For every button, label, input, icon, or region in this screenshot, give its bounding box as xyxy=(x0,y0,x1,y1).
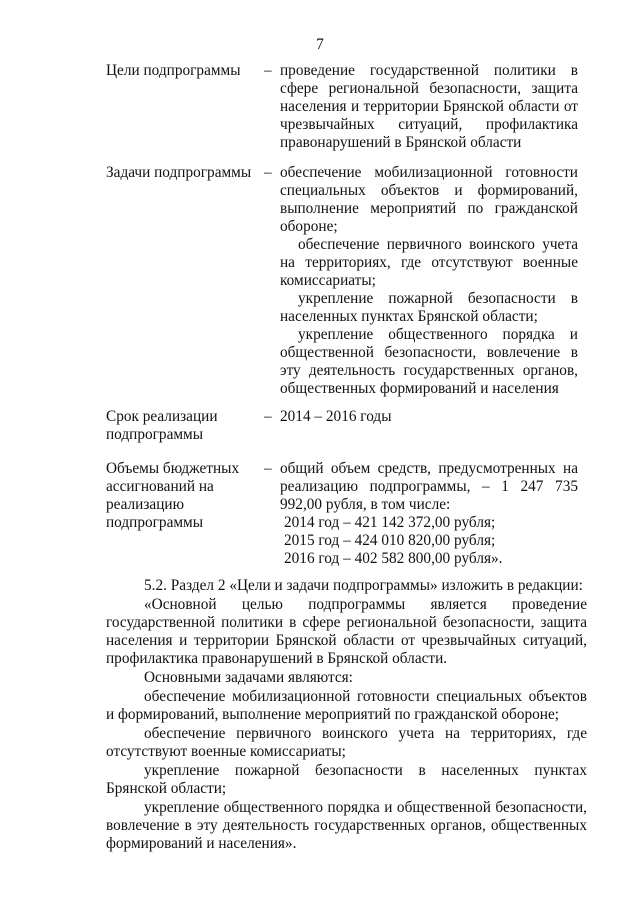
row-dash: – xyxy=(264,164,272,181)
row-dash: – xyxy=(264,62,272,79)
row-dash: – xyxy=(264,460,272,477)
value-paragraph: обеспечение первичного воинского учета на территориях, где отсутствуют военные комиссариаты; xyxy=(280,236,578,289)
row-label: Срок реализации подпрограммы xyxy=(106,408,218,443)
value-paragraph: 2015 год – 424 010 820,00 рубля; xyxy=(284,532,496,549)
section-paragraph: Основными задачами являются: xyxy=(144,669,353,686)
value-paragraph: проведение государственной политики в сфере региональной безопасности, защита населения и территории Брянской области от чрезвычайных ситуаций, профилактика правонарушений в Брянской области xyxy=(280,62,578,151)
page-number: 7 xyxy=(316,36,324,53)
value-paragraph: укрепление общественного порядка и общественной безопасности, вовлечение в эту деятельность государственных органов, общественных формирований и населения xyxy=(280,326,578,397)
value-paragraph: 2014 год – 421 142 372,00 рубля; xyxy=(284,514,496,531)
row-label: Объемы бюджетных ассигнований на реализацию подпрограммы xyxy=(106,460,240,531)
value-paragraph: общий объем средств, предусмотренных на реализацию подпрограммы, – 1 247 735 992,00 рубля, в том числе: xyxy=(280,460,578,513)
section-paragraph: укрепление пожарной безопасности в населенных пунктах Брянской области; xyxy=(106,762,587,797)
value-paragraph: обеспечение мобилизационной готовности специальных объектов и формирований, выполнение мероприятий по гражданской обороне; xyxy=(280,164,578,235)
section-paragraph: обеспечение первичного воинского учета на территориях, где отсутствуют военные комиссариаты; xyxy=(106,725,587,760)
row-dash: – xyxy=(264,408,272,425)
value-paragraph: 2016 год – 402 582 800,00 рубля». xyxy=(284,550,503,567)
section-paragraph: «Основной целью подпрограммы является проведение государственной политики в сфере региональной безопасности, защита населения и территории Брянской области от чрезвычайных ситуаций, профилактика правонарушений в Брянской области. xyxy=(106,596,587,667)
row-value xyxy=(280,62,578,152)
value-paragraph: 2014 – 2016 годы xyxy=(280,408,392,425)
row-label: Цели подпрограммы xyxy=(106,62,241,79)
value-paragraph: укрепление пожарной безопасности в населенных пунктах Брянской области; xyxy=(280,290,578,325)
row-value xyxy=(280,164,578,398)
row-value xyxy=(280,460,578,568)
section-paragraph: 5.2. Раздел 2 «Цели и задачи подпрограммы» изложить в редакции: xyxy=(144,577,583,594)
row-label: Задачи подпрограммы xyxy=(106,164,252,181)
section-body xyxy=(106,577,587,854)
row-value xyxy=(280,408,578,426)
section-paragraph: укрепление общественного порядка и общественной безопасности, вовлечение в эту деятельность государственных органов, общественных формирований и населения». xyxy=(106,799,587,852)
section-paragraph: обеспечение мобилизационной готовности специальных объектов и формирований, выполнение мероприятий по гражданской обороне; xyxy=(106,688,587,723)
